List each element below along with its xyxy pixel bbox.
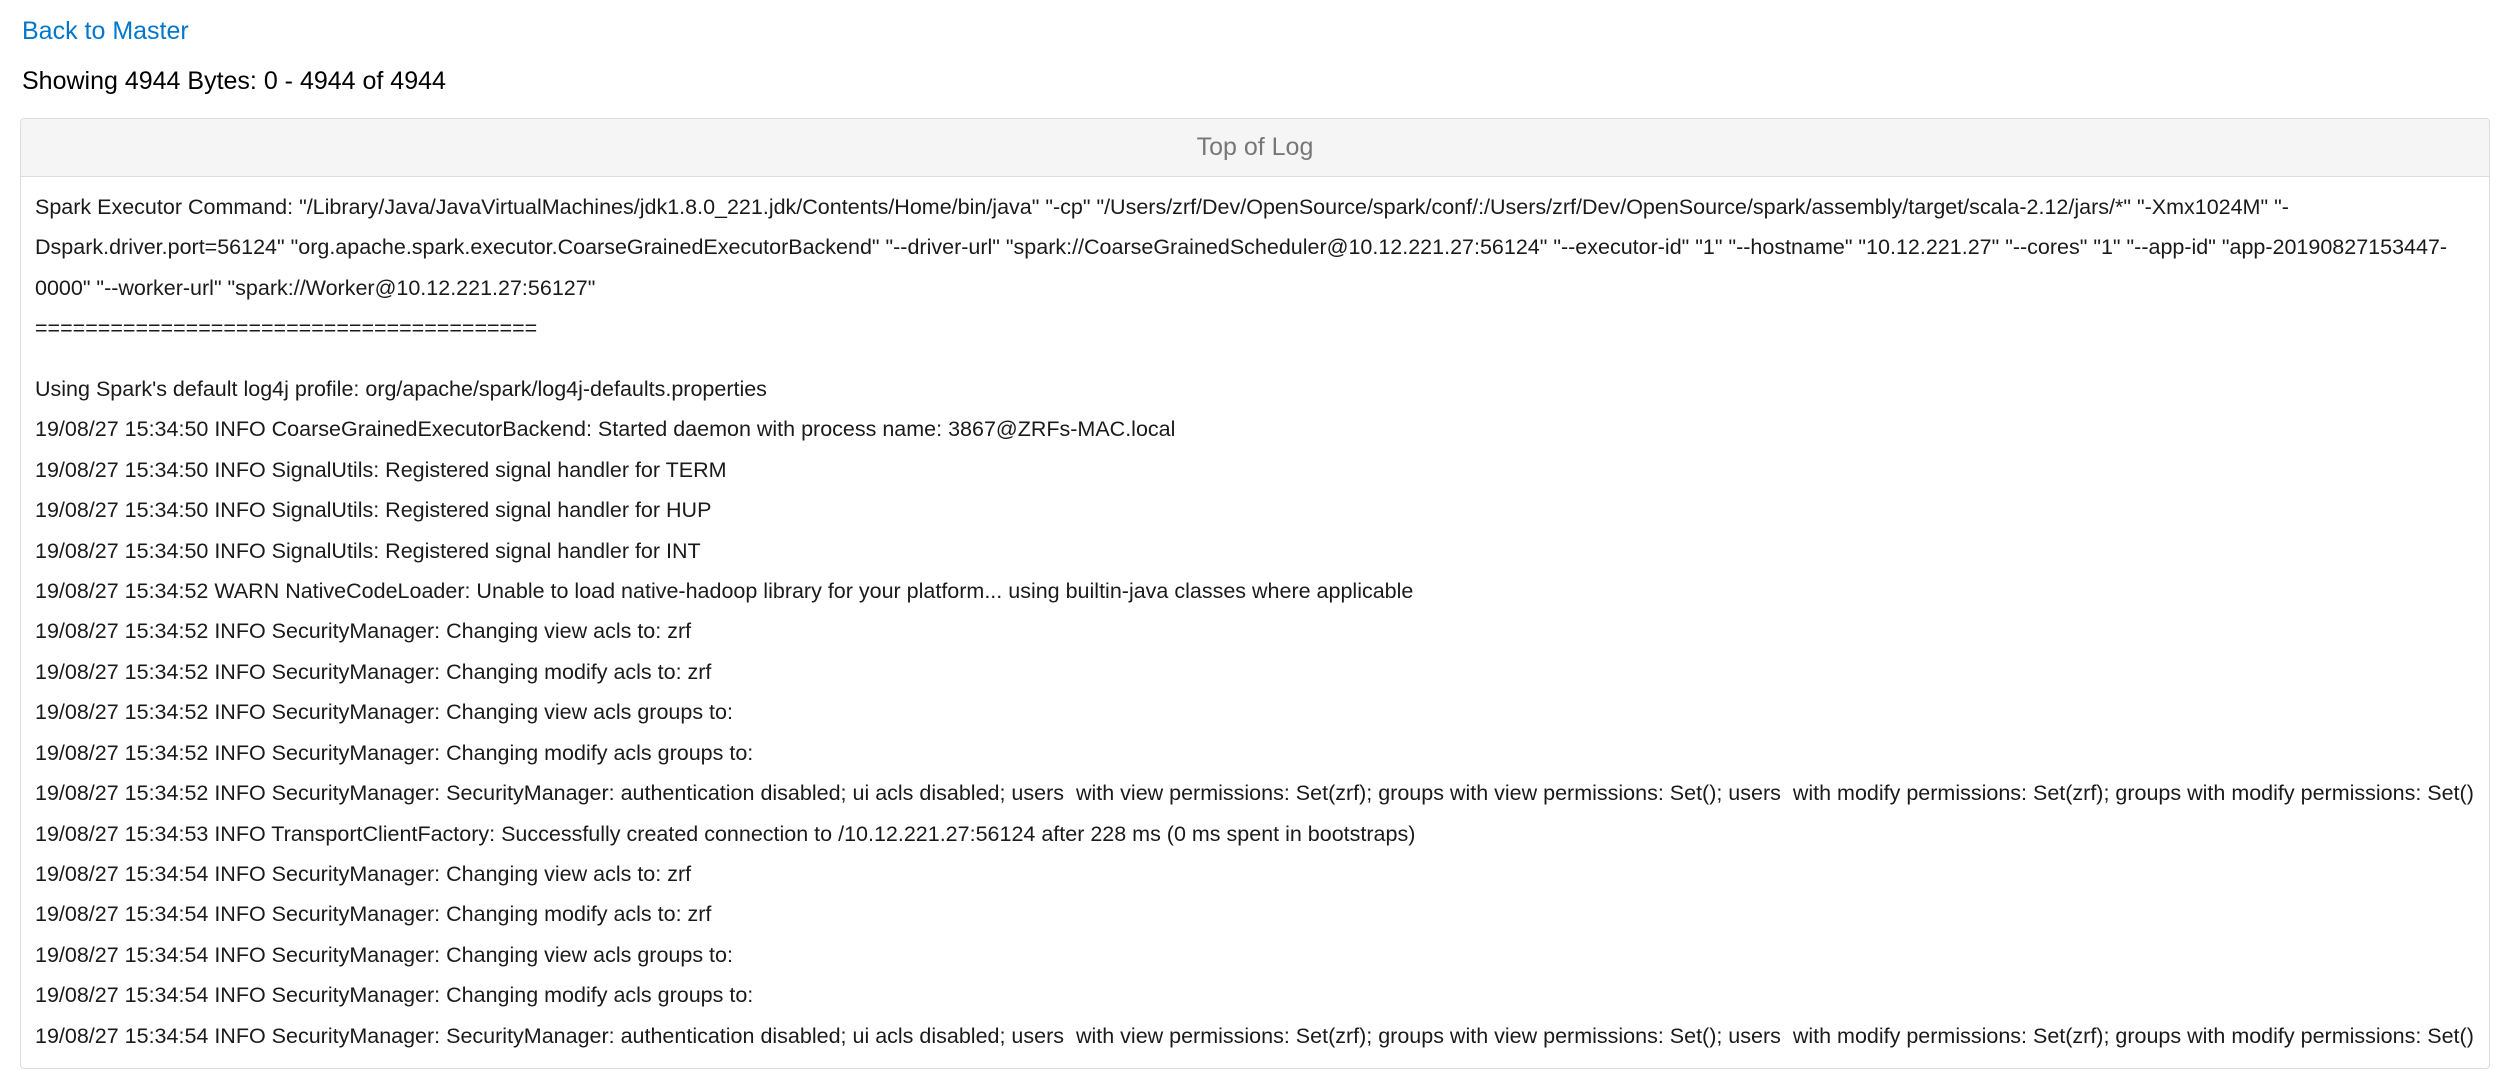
log-line: 19/08/27 15:34:50 INFO SignalUtils: Registered signal handler for TERM xyxy=(35,457,727,482)
log-line: 19/08/27 15:34:50 INFO SignalUtils: Registered signal handler for INT xyxy=(35,538,701,563)
showing-bytes-status: Showing 4944 Bytes: 0 - 4944 of 4944 xyxy=(22,67,446,95)
log-line: 19/08/27 15:34:52 INFO SecurityManager: Changing view acls groups to: xyxy=(35,700,733,725)
log-line: 19/08/27 15:34:50 INFO CoarseGrainedExecutorBackend: Started daemon with process name: 3867@ZRFs-MAC.local xyxy=(35,417,1176,442)
log-line: 19/08/27 15:34:54 INFO SecurityManager: Changing modify acls to: zrf xyxy=(35,902,712,927)
log-line: Using Spark's default log4j profile: org/apache/spark/log4j-defaults.properties xyxy=(35,377,767,402)
log-panel-header: Top of Log xyxy=(21,119,2489,177)
log-content[interactable] xyxy=(21,177,2489,1068)
log-line: 19/08/27 15:34:53 INFO TransportClientFactory: Successfully created connection to /10.12.221.27:56124 after 228 ms (0 ms spent in bootstraps) xyxy=(35,821,1416,846)
log-line: Spark Executor Command: "/Library/Java/JavaVirtualMachines/jdk1.8.0_221.jdk/Contents/Home/bin/java" "-cp" "/Users/zrf/Dev/OpenSource/spark/conf/:/Users/zrf/Dev/OpenSource/spark/assembly/target/scala-2.12/jars/*" "-Xmx1024M" "-Dspark.driver.port=56124" "org.apache.spark.executor.CoarseGrainedExecutorBackend" "--driver-url" "spark://CoarseGrainedScheduler@10.12.221.27:56124" "--executor-id" "1" "--hostname" "10.12.221.27" "--cores" "1" "--app-id" "app-20190827153447-0000" "--worker-url" "spark://Worker@10.12.221.27:56127" xyxy=(35,195,2448,300)
log-line: 19/08/27 15:34:50 INFO SignalUtils: Registered signal handler for HUP xyxy=(35,498,712,523)
log-line: 19/08/27 15:34:52 INFO SecurityManager: SecurityManager: authentication disabled; ui acls disabled; users with view permissions: Set(zrf); groups with view permissions: Set(); users with modify permissions: Set(zrf); groups with modify permissions: Set() xyxy=(35,781,2474,806)
log-line: 19/08/27 15:34:54 INFO SecurityManager: Changing view acls to: zrf xyxy=(35,861,692,886)
log-line: 19/08/27 15:34:52 INFO SecurityManager: Changing modify acls to: zrf xyxy=(35,659,712,684)
log-line: ======================================== xyxy=(35,316,538,341)
log-line: 19/08/27 15:34:52 WARN NativeCodeLoader: Unable to load native-hadoop library for your platform... using builtin-java classes where applicable xyxy=(35,579,1414,604)
log-line: 19/08/27 15:34:54 INFO SecurityManager: Changing modify acls groups to: xyxy=(35,983,754,1008)
log-line xyxy=(35,349,2475,369)
log-line: 19/08/27 15:34:54 INFO SecurityManager: Changing view acls groups to: xyxy=(35,942,733,967)
log-panel xyxy=(20,118,2490,1069)
back-to-master-link[interactable]: Back to Master xyxy=(22,17,189,45)
log-line: 19/08/27 15:34:54 INFO SecurityManager: SecurityManager: authentication disabled; ui acls disabled; users with view permissions: Set(zrf); groups with view permissions: Set(); users with modify permissions: Set(zrf); groups with modify permissions: Set() xyxy=(35,1023,2474,1048)
log-line: 19/08/27 15:34:52 INFO SecurityManager: Changing modify acls groups to: xyxy=(35,740,754,765)
log-line: 19/08/27 15:34:52 INFO SecurityManager: Changing view acls to: zrf xyxy=(35,619,692,644)
